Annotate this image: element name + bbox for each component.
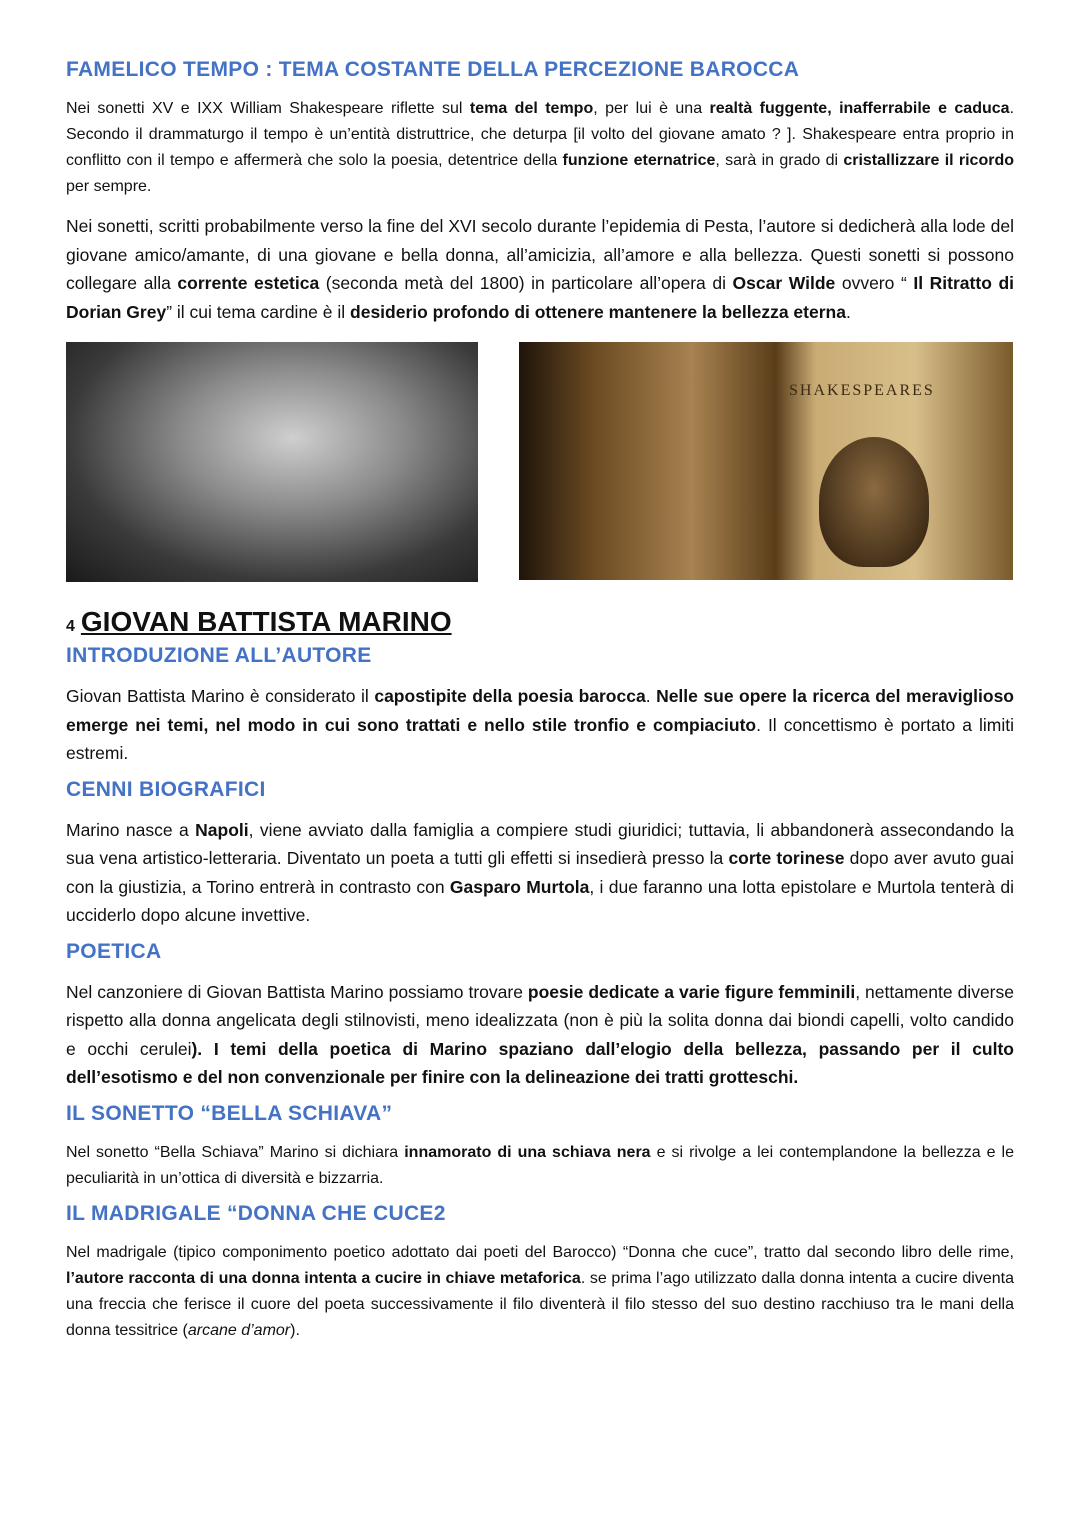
bold-text: tema del tempo [469, 100, 594, 117]
text-run: . Secondo il drammaturgo il tempo è un’entità distruttrice, che deturpa [il volto del giovane amato ? ]. Shakespeare entra proprio in conflitto con il tempo e affermerà che solo la poesia, detentrice della [66, 100, 1015, 169]
text-run: Marino nasce a [66, 819, 196, 840]
text-run: ” il cui tema cardine è il [166, 301, 351, 322]
bold-text: Nelle sue opere la ricerca del meraviglioso emerge nei temi, nel modo in cui sono trattati e nello stile tronfio e compiaciuto [66, 686, 1014, 735]
text-run: Nei sonetti XV e IXX William Shakespeare riflette sul [66, 100, 470, 117]
heading-poetica: POETICA [66, 939, 162, 963]
paragraph-poetica [66, 978, 1014, 1092]
heading-cenni-biografici: CENNI BIOGRAFICI [66, 777, 266, 801]
text-run: e si rivolge a lei contemplandone la bellezza e le peculiarità in un’ottica di diversità e bizzarria. [66, 1143, 1015, 1187]
image-row [66, 342, 1014, 584]
text-run: , viene avviato dalla famiglia a compiere studi giuridici; tuttavia, li abbandonerà assecondando la sua vena artistico-letteraria. Diventato un poeta a tutti gli effetti si insedierà presso la [66, 819, 1014, 868]
heading-bella-schiava: IL SONETTO “BELLA SCHIAVA” [66, 1101, 393, 1125]
chapter-title-text: GIOVAN BATTISTA MARINO [80, 606, 452, 637]
bold-text: Napoli [195, 819, 249, 840]
bold-text: funzione eternatrice [562, 152, 716, 169]
text-run: dopo aver avuto guai con la giustizia, a Torino entrerà in contrasto con [66, 848, 1015, 897]
text-run: per sempre. [66, 178, 152, 195]
paragraph-biografia [66, 816, 1014, 930]
text-run: , i due faranno una lotta epistolare e Murtola tenterà di ucciderlo dopo alcune invettive. [66, 876, 1014, 925]
text-run: (seconda metà del 1800) in particolare all’opera di [319, 273, 733, 293]
bold-text: Gasparo Murtola [449, 876, 590, 897]
folio-title: SHAKESPEARES [789, 382, 935, 399]
text-run: . [645, 686, 657, 706]
text-run: Nel sonetto “Bella Schiava” Marino si dichiara [66, 1143, 405, 1161]
text-run: ovvero “ [835, 273, 914, 293]
text-run: , nettamente diverse rispetto alla donna angelicata degli stilnovisti, meno idealizzata (non è più la solita donna dai biondi capelli, volto candido e occhi cerulei [66, 981, 1014, 1059]
text-run: . Il concettismo è portato a limiti estremi. [66, 714, 1014, 763]
text-run: ). [290, 1321, 300, 1339]
bold-text: realtà fuggente, inafferrabile e caduca [709, 100, 1010, 117]
bold-text: Oscar Wilde [732, 273, 836, 293]
paragraph-introduzione [66, 682, 1014, 768]
bold-text: capostipite della poesia barocca [374, 686, 646, 706]
portrait [819, 437, 929, 567]
shakespeare-folio-image [519, 342, 1013, 580]
chapter-number: 4 [66, 618, 75, 635]
bold-text: corte torinese [728, 848, 845, 868]
text-run: Nel madrigale (tipico componimento poetico adottato dai poeti del Barocco) “Donna che cuce”, tratto dal secondo libro delle rime, [66, 1243, 1014, 1261]
heading-introduzione: INTRODUZIONE ALL’AUTORE [66, 644, 372, 667]
bold-text: ). I temi della poetica di Marino spaziano dall’elogio della bellezza, passando per il culto dell’esotismo e del non convenzionale per finire con la delineazione dei tratti grotteschi. [66, 1038, 1014, 1087]
heading-famelico-tempo: FAMELICO TEMPO : TEMA COSTANTE DELLA PERCEZIONE BAROCCA [66, 58, 800, 81]
text-run: . se prima l’ago utilizzato dalla donna intenta a cucire diventa una freccia che ferisce il cuore del poeta successivamente il filo diventerà il filo stesso del suo destino racchiuso tra le mani della donna tessitrice ( [66, 1269, 1014, 1339]
paragraph-bella-schiava [66, 1140, 1014, 1192]
shakespeare-engraving-image [66, 342, 478, 582]
text-run: . [845, 301, 851, 322]
text-run: Nei sonetti, scritti probabilmente verso la fine del XVI secolo durante l’epidemia di Pesta, l’autore si dedicherà alla lode del giovane amico/amante, di una giovane e bella donna, all’amicizia, all’amore e alla bellezza. Questi sonetti si possono collegare alla [66, 216, 1014, 293]
document-page [66, 58, 1014, 1344]
paragraph-tempo [66, 96, 1014, 200]
paragraph-donna-che-cuce [66, 1240, 1014, 1344]
bold-text: desiderio profondo di ottenere mantenere la bellezza eterna [350, 301, 846, 322]
text-run: Giovan Battista Marino è considerato il [66, 686, 375, 706]
text-run: Nel canzoniere di Giovan Battista Marino possiamo trovare [66, 981, 528, 1002]
text-run: , sarà in grado di [715, 152, 844, 169]
bold-text: cristallizzare il ricordo [843, 152, 1014, 169]
bold-text: innamorato di una schiava nera [404, 1143, 651, 1161]
bold-text: l’autore racconta di una donna intenta a cucire in chiave metaforica [66, 1269, 581, 1287]
bold-text: Il Ritratto di Dorian Grey [66, 273, 1015, 322]
bold-text: corrente estetica [177, 273, 320, 293]
bold-text: poesie dedicate a varie figure femminili [527, 981, 856, 1002]
text-run: , per lui è una [593, 100, 710, 117]
heading-donna-che-cuce: IL MADRIGALE “DONNA CHE CUCE2 [66, 1201, 446, 1225]
chapter-title [66, 606, 1014, 638]
italic-text: arcane d’amor [187, 1321, 291, 1339]
paragraph-sonetti [66, 212, 1014, 326]
